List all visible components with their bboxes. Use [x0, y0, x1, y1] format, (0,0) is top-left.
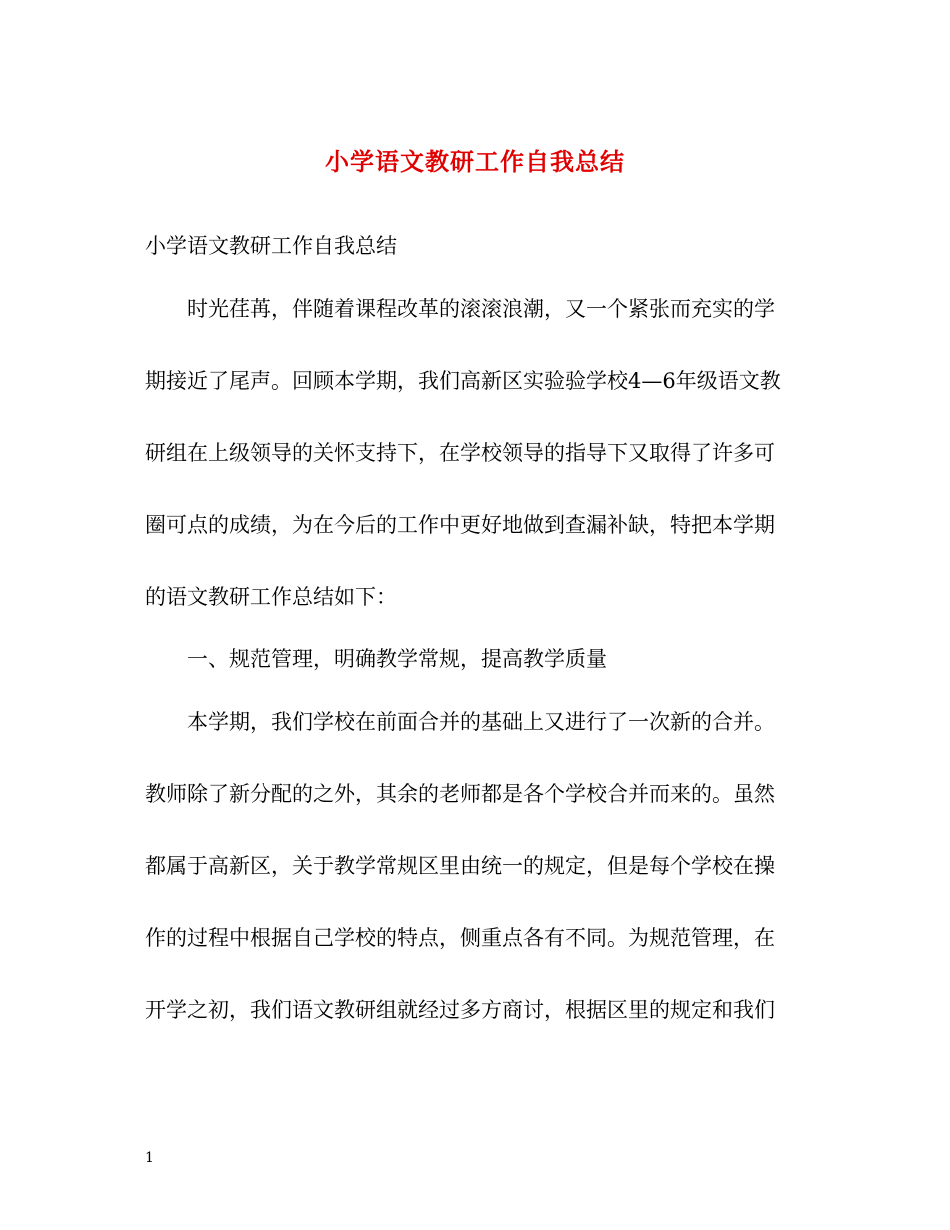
paragraph-line-8: 都属于高新区，关于教学常规区里由统一的规定，但是每个学校在操 [145, 854, 775, 878]
paragraph-line-9: 作的过程中根据自己学校的特点，侧重点各有不同。为规范管理，在 [145, 926, 775, 950]
document-title: 小学语文教研工作自我总结 [325, 147, 625, 176]
paragraph-line-4: 圈可点的成绩，为在今后的工作中更好地做到查漏补缺，特把本学期 [145, 513, 775, 537]
section-heading: 一、规范管理，明确教学常规，提高教学质量 [187, 647, 607, 671]
document-subtitle: 小学语文教研工作自我总结 [145, 234, 397, 258]
page-number: 1 [145, 1150, 154, 1166]
paragraph-line-1: 时光荏苒，伴随着课程改革的滚滚浪潮，又一个紧张而充实的学 [187, 297, 775, 321]
paragraph-line-3: 研组在上级领导的关怀支持下，在学校领导的指导下又取得了许多可 [145, 441, 775, 465]
paragraph-line-2: 期接近了尾声。回顾本学期，我们高新区实验验学校4—6年级语文教 [145, 369, 781, 393]
paragraph-line-6: 本学期，我们学校在前面合并的基础上又进行了一次新的合并。 [187, 710, 775, 734]
paragraph-line-5: 的语文教研工作总结如下： [145, 585, 397, 609]
paragraph-line-10: 开学之初，我们语文教研组就经过多方商讨，根据区里的规定和我们 [145, 998, 775, 1022]
paragraph-line-7: 教师除了新分配的之外，其余的老师都是各个学校合并而来的。虽然 [145, 782, 775, 806]
